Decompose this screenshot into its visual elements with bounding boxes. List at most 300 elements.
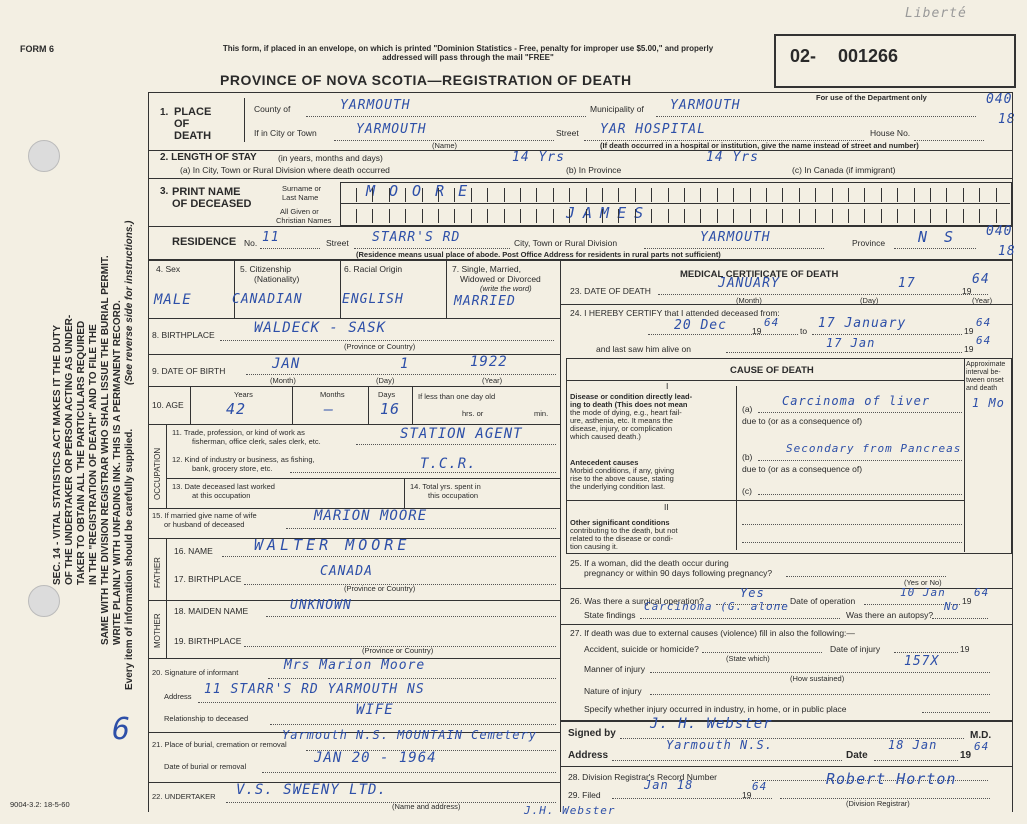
- dotted-line: [354, 248, 510, 249]
- name-grid-cell: [979, 209, 980, 223]
- maiden-label: 18. MAIDEN NAME: [174, 606, 249, 616]
- year-prefix: 19: [962, 596, 972, 606]
- cell-divider: [340, 260, 341, 318]
- name-label: OF DECEASED: [172, 198, 252, 210]
- father-name-value: WALTER MOORE: [254, 536, 411, 554]
- bracket: [736, 386, 737, 550]
- name-grid-cell: [668, 188, 669, 202]
- residence-label: RESIDENCE: [172, 236, 237, 248]
- months-label: Months: [320, 390, 345, 399]
- q14-label: 14. Total yrs. spent in: [410, 482, 481, 491]
- nature-label: Nature of injury: [584, 686, 642, 696]
- name-grid-cell: [372, 209, 373, 223]
- caption: (Month): [270, 376, 296, 385]
- side-instruction: IN THE "REGISTRATION OF DEATH" AND TO FILE THE: [88, 324, 99, 585]
- name-grid-cell: [536, 209, 537, 223]
- name-grid-cell: [799, 188, 800, 202]
- rule: [148, 424, 560, 425]
- op-date-value: 10 Jan: [900, 586, 946, 599]
- name-grid-cell: [602, 188, 603, 202]
- name-grid-cell: [422, 188, 423, 202]
- father-name-label: 16. NAME: [174, 546, 213, 556]
- name-grid-cell: [750, 188, 751, 202]
- attended-to-year: 64: [976, 316, 992, 329]
- dotted-line: [922, 712, 990, 713]
- surname-label: Last Name: [282, 193, 319, 202]
- cert-year: 64: [974, 740, 990, 753]
- dotted-line: [220, 340, 554, 341]
- burial-date-label: Date of burial or removal: [164, 762, 247, 771]
- cell-divider: [404, 478, 405, 508]
- cell-divider: [166, 424, 167, 508]
- column-divider: [560, 260, 561, 812]
- other-label: tion causing it.: [570, 542, 618, 551]
- name-grid-cell: [963, 209, 964, 223]
- cause-title: CAUSE OF DEATH: [730, 365, 814, 376]
- name-grid-cell: [668, 209, 669, 223]
- year-prefix: 19: [964, 326, 974, 336]
- year-prefix: 19: [752, 326, 762, 336]
- dotted-line: [874, 760, 958, 761]
- caption: (Name and address): [392, 802, 461, 811]
- street-label: Street: [556, 128, 579, 138]
- stay-label: 2. LENGTH OF STAY: [160, 152, 257, 163]
- dotted-line: [650, 694, 990, 695]
- dotted-line: [914, 140, 984, 141]
- interval-label: Approximate: [966, 361, 1006, 368]
- physician-address: Yarmouth N.S.: [666, 738, 773, 752]
- name-grid-cell: [766, 188, 767, 202]
- burial-place: Yarmouth N.S. MOUNTAIN Cemetery: [282, 728, 537, 742]
- interval-label: tween onset: [966, 377, 1004, 384]
- residence-province: N S: [918, 228, 958, 246]
- form-border: [148, 92, 149, 812]
- dotted-line: [286, 528, 556, 529]
- reg-prefix: 02-: [790, 46, 817, 66]
- dotted-line: [262, 772, 556, 773]
- print-code: 9004-3.2: 18-5-60: [10, 800, 70, 809]
- stay-b-value: 14 Yrs: [706, 150, 759, 165]
- side-instruction: SAME WITH THE DIVISION REGISTRAR WHO SHALL ISSUE THE BURIAL PERMIT.: [100, 255, 111, 645]
- dotted-line: [758, 494, 962, 495]
- name-grid-cell: [897, 188, 898, 202]
- cell-divider: [166, 538, 167, 600]
- to-label: to: [800, 326, 808, 336]
- name-grid-cell: [914, 209, 915, 223]
- disease-label: disease, injury, or complication: [570, 424, 672, 433]
- caption: (Month): [736, 296, 762, 305]
- q13-label: at this occupation: [192, 491, 251, 500]
- residence-no-label: No.: [244, 238, 258, 248]
- attended-from-year: 64: [764, 316, 780, 329]
- rule: [148, 600, 560, 601]
- hospital-note: (If death occurred in a hospital or institution, give the name instead of street and number): [600, 141, 919, 150]
- dotted-line: [246, 374, 556, 375]
- interval-a-value: 1 Mo: [972, 396, 1005, 410]
- q14-label: this occupation: [428, 491, 479, 500]
- record-number-label: 28. Division Registrar's Record Number: [568, 772, 718, 782]
- q11-label: 11. Trade, profession, or kind of work as: [172, 428, 305, 437]
- q12-label: bank, grocery store, etc.: [192, 464, 273, 473]
- year-prefix: 19: [960, 644, 970, 654]
- dotted-line: [648, 334, 798, 335]
- wife-value: MARION MOORE: [314, 508, 428, 524]
- residence-street: STARR'S RD: [372, 230, 461, 245]
- less-day-label: If less than one day old: [418, 392, 496, 401]
- name-grid-cell: [635, 188, 636, 202]
- relationship-value: WIFE: [356, 702, 394, 718]
- father-bp-value: CANADA: [320, 564, 373, 579]
- dob-label: 9. DATE OF BIRTH: [152, 366, 226, 376]
- name-grid-cell: [815, 188, 816, 202]
- cell-divider: [234, 260, 235, 318]
- stay-c-label: (c) In Canada (if immigrant): [792, 165, 896, 175]
- caption: (Name): [432, 141, 458, 150]
- street-value: YAR HOSPITAL: [600, 122, 706, 137]
- dotted-line: [758, 412, 962, 413]
- caption: (Yes or No): [904, 578, 942, 587]
- side-instruction: Every item of information should be carefully supplied.: [124, 428, 135, 690]
- name-grid-cell: [504, 188, 505, 202]
- name-grid-cell: [832, 209, 833, 223]
- attended-to: 17 January: [818, 316, 907, 331]
- side-instruction: TAKER TO OBTAIN ALL THE PARTICULARS REQUIRED: [76, 320, 87, 585]
- caption: (Day): [376, 376, 395, 385]
- last-saw-year: 64: [976, 334, 992, 347]
- wife-label: 15. If married give name of wife: [152, 511, 257, 520]
- rule: [560, 624, 1012, 625]
- findings-label: State findings: [584, 610, 636, 620]
- name-grid-cell: [520, 188, 521, 202]
- rule: [166, 478, 560, 479]
- name-grid-cell: [848, 209, 849, 223]
- autopsy-label: Was there an autopsy?: [846, 610, 934, 620]
- stay-sub: (in years, months and days): [278, 153, 383, 163]
- cause-c-tag: (c): [742, 486, 752, 496]
- years-value: 42: [226, 400, 247, 418]
- dotted-line: [650, 672, 990, 673]
- rule: [148, 386, 560, 387]
- other-label: related to the disease or condi-: [570, 534, 673, 543]
- section-roman: II: [664, 502, 669, 512]
- last-saw: 17 Jan: [826, 336, 876, 350]
- dotted-line: [270, 724, 556, 725]
- interval-label: interval be-: [966, 369, 1001, 376]
- q12-label: 12. Kind of industry or business, as fishing,: [172, 455, 315, 464]
- marital-label: 7. Single, Married,: [452, 264, 521, 274]
- name-grid-cell: [487, 209, 488, 223]
- antecedent-label: rise to the above cause, stating: [570, 474, 674, 483]
- name-grid-cell: [930, 209, 931, 223]
- dotted-line: [742, 542, 962, 543]
- form-title: PROVINCE OF NOVA SCOTIA—REGISTRATION OF DEATH: [220, 72, 632, 88]
- given-label: Christian Names: [276, 216, 332, 225]
- caption: (Province or Country): [344, 342, 416, 351]
- wife-label: or husband of deceased: [164, 520, 245, 529]
- municipality-label: Municipality of: [590, 104, 644, 114]
- findings-value: Carcinoma (G. alone: [644, 600, 789, 613]
- rule: [148, 318, 560, 319]
- name-grid-cell: [963, 188, 964, 202]
- name-grid-cell: [881, 209, 882, 223]
- name-grid-cell: [766, 209, 767, 223]
- disease-label: which caused death.): [570, 432, 641, 441]
- signed-label: Signed by: [568, 728, 616, 739]
- dotted-line: [644, 248, 824, 249]
- name-grid-cell: [651, 209, 652, 223]
- name-grid-cell: [520, 209, 521, 223]
- other-label: Other significant conditions: [570, 518, 670, 527]
- dept-code: 18: [998, 244, 1016, 259]
- punch-hole: [28, 585, 60, 617]
- attendance-label: 24. I HEREBY CERTIFY that I attended deceased from:: [570, 308, 780, 318]
- name-grid-cell: [618, 209, 619, 223]
- residence-note: (Residence means usual place of abode. Post Office Address for residents in rural parts not sufficient): [356, 250, 721, 259]
- surgery-value: Yes: [740, 586, 765, 600]
- cert-date: 18 Jan: [888, 738, 938, 752]
- cause-b-tag: (b): [742, 452, 753, 462]
- margin-mark: 6: [112, 712, 132, 747]
- dotted-line: [356, 444, 556, 445]
- marital-value: MARRIED: [454, 294, 516, 309]
- dotted-line: [268, 678, 556, 679]
- county-value: YARMOUTH: [340, 98, 411, 113]
- year-prefix: 19: [964, 344, 974, 354]
- name-grid-cell: [864, 188, 865, 202]
- father-side-label: FATHER: [153, 557, 162, 588]
- form-number: FORM 6: [20, 44, 55, 54]
- rule: [148, 178, 1013, 179]
- rule: [148, 150, 1013, 151]
- dotted-line: [222, 556, 556, 557]
- dept-code: 040: [986, 224, 1013, 239]
- dotted-line: [658, 294, 988, 295]
- name-label: PRINT NAME: [172, 186, 241, 198]
- rule: [560, 304, 1012, 305]
- cell-divider: [166, 600, 167, 658]
- name-grid-cell: [602, 209, 603, 223]
- days-value: 16: [380, 400, 401, 418]
- dotted-line: [894, 652, 958, 653]
- caption: (Year): [482, 376, 503, 385]
- side-instruction: OF THE UNDERTAKER OR PERSON ACTING AS UNDER-: [64, 314, 75, 585]
- relationship-label: Relationship to deceased: [164, 714, 249, 723]
- antecedent-label: Morbid conditions, if any, giving: [570, 466, 675, 475]
- caption: (Division Registrar): [846, 799, 910, 808]
- filed-year: 64: [752, 780, 768, 793]
- occupation-side-label: OCCUPATION: [153, 447, 162, 500]
- residence-street-label: Street: [326, 238, 349, 248]
- name-grid-cell: [864, 209, 865, 223]
- informant-address: 11 STARR'S RD YARMOUTH NS: [204, 682, 425, 697]
- reg-number: 001266: [838, 46, 899, 66]
- accident-label: Accident, suicide or homicide?: [584, 644, 699, 654]
- last-saw-label: and last saw him alive on: [596, 344, 691, 354]
- undertaker-value: V.S. SWEENY LTD.: [236, 782, 387, 798]
- interval-label: and death: [966, 385, 998, 392]
- registrar-signature: Robert Horton: [826, 770, 957, 788]
- disease-label: ing to death (This does not mean: [570, 400, 688, 409]
- surname-label: Surname or: [282, 184, 322, 193]
- dept-code: 18: [998, 112, 1016, 127]
- name-grid-cell: [635, 209, 636, 223]
- mother-bp-label: 19. BIRTHPLACE: [174, 636, 242, 646]
- injury-date-label: Date of injury: [830, 644, 881, 654]
- occupation-value: STATION AGENT: [400, 426, 523, 442]
- cause-a-tag: (a): [742, 404, 753, 414]
- name-grid-cell: [897, 209, 898, 223]
- surgery-label: 26. Was there a surgical operation?: [570, 596, 704, 606]
- name-grid-cell: [454, 209, 455, 223]
- name-grid-cell: [832, 188, 833, 202]
- disease-label: Disease or condition directly lead-: [570, 392, 693, 401]
- attended-from: 20 Dec: [674, 318, 727, 333]
- name-grid-cell: [372, 188, 373, 202]
- envelope-notice: This form, if placed in an envelope, on which is printed "Dominion Statistics - Free, penalty for improper use $5.00," and properly addressed will pass through the mail "FREE": [222, 44, 714, 62]
- father-bp-label: 17. BIRTHPLACE: [174, 574, 242, 584]
- dotted-line: [266, 616, 556, 617]
- sex-label: 4. Sex: [156, 264, 181, 274]
- name-grid-cell: [586, 209, 587, 223]
- place-label: OF: [174, 118, 190, 130]
- name-grid-cell: [454, 188, 455, 202]
- city-value: YARMOUTH: [356, 122, 427, 137]
- name-grid-cell: [553, 188, 554, 202]
- name-grid-cell: [782, 209, 783, 223]
- manner-code: 157X: [904, 654, 940, 669]
- name-grid-cell: [536, 188, 537, 202]
- residence-no: 11: [262, 230, 280, 245]
- rule: [560, 766, 1012, 767]
- other-label: contributing to the death, but not: [570, 526, 678, 535]
- q11-label: fisherman, office clerk, sales clerk, etc.: [192, 437, 321, 446]
- dept-code: 040: [986, 92, 1013, 107]
- place-number: 1.: [160, 107, 169, 118]
- racial-label: 6. Racial Origin: [344, 264, 403, 274]
- dotted-line: [306, 116, 586, 117]
- rule: [148, 259, 1013, 261]
- physician-address-label: Address: [568, 750, 609, 761]
- surname-value: MOORE: [366, 182, 482, 200]
- name-grid-cell: [389, 209, 390, 223]
- name-grid-cell: [848, 188, 849, 202]
- name-grid-cell: [504, 209, 505, 223]
- less-day-label: min.: [534, 409, 549, 418]
- side-instruction: WRITE PLAINLY WITH UNFADING INK. THIS IS A PERMANENT RECORD.: [112, 300, 123, 645]
- form-border: [1012, 92, 1013, 812]
- informant-sig-label: 20. Signature of informant: [152, 668, 239, 677]
- name-grid-cell: [569, 188, 570, 202]
- place-label: DEATH: [174, 130, 212, 142]
- place-label: PLACE: [174, 106, 212, 118]
- name-grid-cell: [946, 188, 947, 202]
- rule: [560, 720, 1012, 722]
- antecedent-label: Antecedent causes: [570, 458, 639, 467]
- external-cause-label: 27. If death was due to external causes (violence) fill in also the following:—: [570, 628, 855, 638]
- date-of-death-label: 23. DATE OF DEATH: [570, 286, 651, 296]
- months-value: —: [324, 400, 335, 418]
- name-grid-cell: [405, 209, 406, 223]
- marital-label: Widowed or Divorced: [460, 274, 541, 284]
- caption: (Province or Country): [362, 646, 434, 655]
- signed-value: J. H. Webster: [650, 716, 773, 732]
- dotted-line: [758, 460, 962, 461]
- side-instruction: (See reverse side for instructions.): [124, 220, 135, 385]
- due-to-label: due to (or as a consequence of): [742, 416, 863, 426]
- rule: [566, 500, 964, 501]
- manner-label: Manner of injury: [584, 664, 645, 674]
- death-year: 64: [972, 272, 990, 287]
- name-grid-cell: [389, 188, 390, 202]
- stay-a-label: (a) In City, Town or Rural Division where death occurred: [180, 165, 390, 175]
- given-label: All Given or: [280, 207, 319, 216]
- cert-date-label: Date: [846, 750, 868, 761]
- given-value: JAMES: [566, 204, 652, 222]
- name-grid-cell: [996, 188, 997, 202]
- cause-a-value: Carcinoma of liver: [782, 394, 931, 408]
- name-grid-cell: [471, 209, 472, 223]
- dotted-line: [932, 618, 988, 619]
- residence-city-label: City, Town or Rural Division: [514, 238, 618, 248]
- name-grid-cell: [946, 209, 947, 223]
- dotted-line: [656, 116, 976, 117]
- name-grid-cell: [700, 209, 701, 223]
- county-label: County of: [254, 104, 291, 114]
- days-label: Days: [378, 390, 396, 399]
- name-grid-cell: [684, 188, 685, 202]
- bottom-scrawl: J.H. Webster: [524, 804, 616, 817]
- disease-label: the mode of dying, e.g., heart fail-: [570, 408, 682, 417]
- op-date-label: Date of operation: [790, 596, 856, 606]
- autopsy-value: No: [944, 600, 960, 613]
- pregnancy-label: 25. If a woman, did the death occur during: [570, 558, 729, 568]
- cell-divider: [412, 386, 413, 424]
- year-prefix: 19: [960, 750, 972, 761]
- citizenship-label: 5. Citizenship: [240, 264, 292, 274]
- dotted-line: [640, 618, 840, 619]
- name-grid-cell: [438, 188, 439, 202]
- house-label: House No.: [870, 128, 911, 138]
- name-grid-cell: [700, 188, 701, 202]
- industry-value: T.C.R.: [420, 456, 477, 472]
- name-grid-cell: [569, 209, 570, 223]
- name-grid-cell: [487, 188, 488, 202]
- name-grid-cell: [815, 209, 816, 223]
- name-grid-cell: [438, 209, 439, 223]
- name-grid-cell: [799, 209, 800, 223]
- citizenship-value: CANADIAN: [232, 292, 303, 307]
- name-grid-cell: [733, 209, 734, 223]
- caption: (How sustained): [790, 674, 845, 683]
- birthplace-value: WALDECK - SASK: [254, 320, 387, 336]
- cell-divider: [964, 358, 965, 552]
- citizenship-sub: (Nationality): [254, 274, 300, 284]
- dept-use-label: For use of the Department only: [816, 93, 927, 102]
- death-day: 17: [898, 276, 916, 291]
- name-grid-cell: [586, 188, 587, 202]
- caption: (Province or Country): [344, 584, 416, 593]
- md-label: M.D.: [970, 730, 992, 741]
- municipality-value: YARMOUTH: [670, 98, 741, 113]
- cell-divider: [368, 386, 369, 424]
- caption: (Day): [860, 296, 879, 305]
- dotted-line: [894, 248, 976, 249]
- name-grid-cell: [782, 188, 783, 202]
- q13-label: 13. Date deceased last worked: [172, 482, 275, 491]
- mother-side-label: MOTHER: [153, 613, 162, 648]
- op-year: 64: [974, 586, 990, 599]
- year-prefix: 19: [742, 790, 752, 800]
